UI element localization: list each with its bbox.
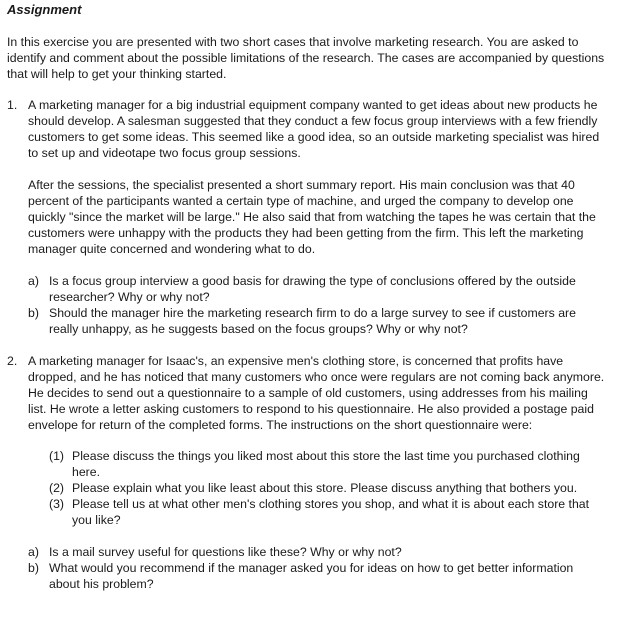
subquestion-list [28,273,607,337]
subquestion-list [28,544,607,592]
question-2 [7,353,607,592]
question-paragraph: After the sessions, the specialist presented a short summary report. His main conclusion was that 40 percent of the participants wanted a certain type of machine, and urged the company to develop one quickly "since the market will be large." He also said that from watching the tapes he was certain that the customers were unhappy with the products they had been getting from the firm. This left the marketing manager quite concerned and wondering what to do. [28,178,596,256]
subquestion-text: Should the manager hire the marketing research firm to do a large survey to see if customers are really unhappy, as he suggests based on the focus groups? Why or why not? [49,306,576,336]
subquestion-label: b) [28,306,39,320]
instruction-label: (3) [49,497,65,511]
subquestion-item [28,273,607,305]
subquestion-item [28,560,607,592]
page-title: Assignment [7,2,82,17]
subquestion-item [28,544,607,560]
question-1 [7,97,607,337]
question-paragraph: A marketing manager for Isaac's, an expensive men's clothing store, is concerned that profits have dropped, and he has noticed that many customers who once were regulars are not coming back anymore. He decides to send out a questionnaire to a sample of old customers, using addresses from his mailing list. He wrote a letter asking customers to respond to his questionnaire. He also provided a postage paid envelope for return of the completed forms. The instructions on the short questionnaire were: [28,354,605,432]
subquestion-label: b) [28,561,39,575]
instruction-label: (2) [49,481,65,495]
question-number: 1. [7,98,18,112]
subquestion-label: a) [28,274,39,288]
instruction-text: Please discuss the things you liked most about this store the last time you purchased clothing here. [72,449,580,479]
subquestion-label: a) [28,545,39,559]
instruction-item [49,448,607,480]
subquestion-text: Is a focus group interview a good basis for drawing the type of conclusions offered by the outside researcher? Why or why not? [49,274,576,304]
instruction-list [28,448,607,528]
question-number: 2. [7,354,18,368]
instruction-item [49,496,607,528]
instruction-item [49,480,607,496]
instruction-text: Please tell us at what other men's clothing stores you shop, and what it is about each store that you like? [72,497,590,527]
instruction-text: Please explain what you like least about this store. Please discuss anything that bothers you. [72,481,578,495]
intro-paragraph: In this exercise you are presented with two short cases that involve marketing research. You are asked to identify and comment about the possible limitations of the research. The cases are accompanied by questions that will help to get your thinking started. [7,35,605,81]
instruction-label: (1) [49,449,65,463]
subquestion-text: What would you recommend if the manager asked you for ideas on how to get better information about his problem? [49,561,574,591]
subquestion-text: Is a mail survey useful for questions like these? Why or why not? [49,545,402,559]
subquestion-item [28,305,607,337]
question-paragraph: A marketing manager for a big industrial equipment company wanted to get ideas about new products he should develop. A salesman suggested that they conduct a few focus group interviews with a few friendly customers to get some ideas. This seemed like a good idea, so an outside marketing specialist was hired to set up and videotape two focus group sessions. [28,98,600,160]
